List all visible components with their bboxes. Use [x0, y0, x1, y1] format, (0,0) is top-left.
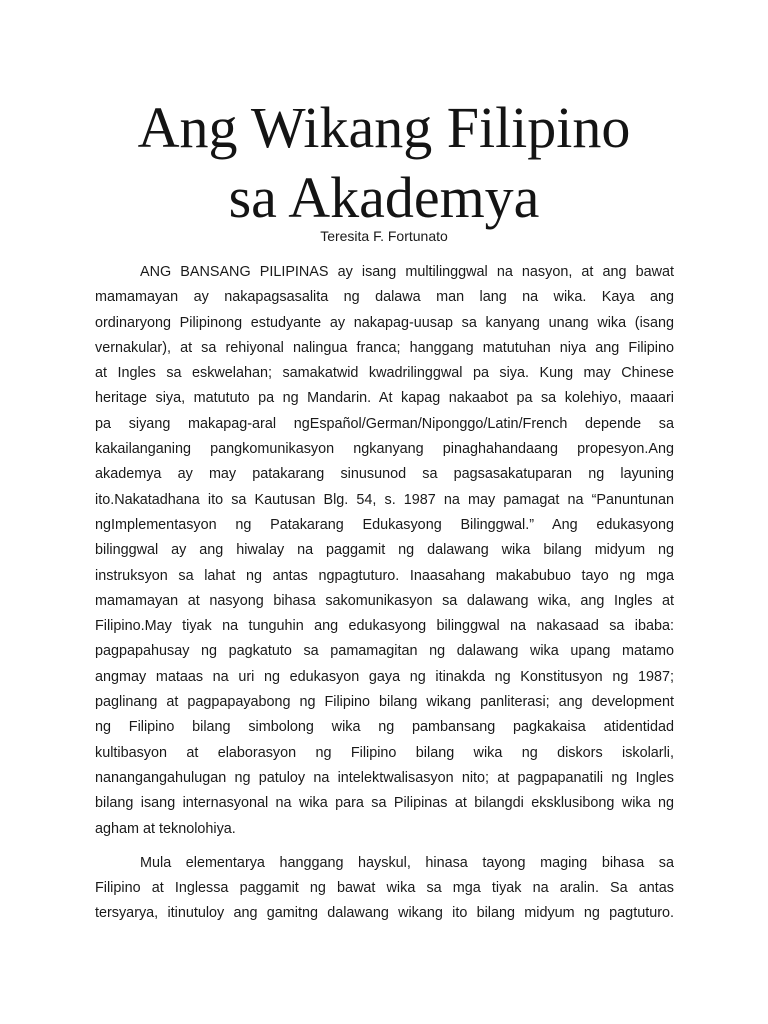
paragraph-line: Mula elementarya hanggang hayskul, hinasa tayong maging bihasa sa — [140, 854, 674, 871]
paragraph-line: heritage siya, matututo pa ng Mandarin. At kapag nakaabot pa sa kolehiyo, maaari — [95, 390, 674, 407]
paragraph-line: ordinaryong Pilipinong estudyante ay nakapag-uusap sa kanyang unang wika (isang — [95, 314, 674, 331]
paragraph — [95, 851, 674, 927]
paragraph-line: pa siyang makapag-aral ngEspañol/German/Niponggo/Latin/French depende sa — [95, 415, 674, 432]
paragraph-line: bilang isang internasyonal na wika para sa Pilipinas at bilangdi eksklusibong wika ng — [95, 795, 674, 812]
paragraph-line: tersyarya, itinutuloy ang gamitng dalawang wikang ito bilang midyum ng pagtuturo. — [95, 905, 674, 922]
paragraph-line: vernakular), at sa rehiyonal nalingua franca; hanggang matutuhan niya ang Filipino — [95, 339, 674, 356]
paragraph-line: Filipino at Inglessa paggamit ng bawat wika sa mga tiyak na aralin. Sa antas — [95, 880, 674, 897]
paragraph-line: pagpapahusay ng pagkatuto sa pamamagitan ng dalawang wika upang matamo — [95, 643, 674, 660]
document-title — [60, 93, 708, 233]
paragraph-line: Filipino.May tiyak na tunguhin ang edukasyong bilinggwal na nakasaad sa ibaba: — [95, 618, 674, 635]
paragraph-line: at Ingles sa eskwelahan; samakatwid kwadrilinggwal pa siya. Kung may Chinese — [95, 365, 674, 382]
paragraph-line: kakailanganing pangkomunikasyon ngkanyang pinaghahandaang propesyon.Ang — [95, 441, 674, 458]
paragraph-line: nanangangahulugan ng patuloy na intelektwalisasyon nito; at pagpapanatili ng Ingles — [95, 769, 674, 786]
paragraph — [95, 260, 674, 842]
paragraph-line: akademya ay may patakarang sinusunod sa pagsasakatuparan ng layuning — [95, 466, 674, 483]
title-line-2: sa Akademya — [228, 165, 540, 230]
author-name: Teresita F. Fortunato — [320, 228, 448, 244]
paragraph-line: ng Filipino bilang simbolong wika ng pambansang pagkakaisa atidentidad — [95, 719, 674, 736]
paragraph-line: kultibasyon at elaborasyon ng Filipino bilang wika ng diskors iskolarli, — [95, 744, 674, 761]
paragraph-line: paglinang at pagpapayabong ng Filipino bilang wikang panliterasi; ang development — [95, 694, 674, 711]
paragraph-line: ito.Nakatadhana ito sa Kautusan Blg. 54, s. 1987 na may pamagat na “Panuntunan — [95, 491, 674, 508]
title-line-1: Ang Wikang Filipino — [137, 95, 631, 160]
paragraph-line: instruksyon sa lahat ng antas ngpagtuturo. Inaasahang makabubuo tayo ng mga — [95, 567, 674, 584]
paragraph-line: agham at teknolohiya. — [95, 820, 236, 837]
paragraph-line: angmay mataas na uri ng edukasyon gaya ng itinakda ng Konstitusyon ng 1987; — [95, 668, 674, 685]
document-body — [95, 260, 674, 936]
paragraph-line: ngImplementasyon ng Patakarang Edukasyong Bilinggwal.” Ang edukasyong — [95, 516, 674, 533]
paragraph-line: mamamayan at nasyong bihasa sakomunikasyon sa dalawang wika, ang Ingles at — [95, 592, 674, 609]
paragraph-line: bilinggwal ay ang hiwalay na paggamit ng dalawang wika bilang midyum ng — [95, 542, 674, 559]
paragraph-line: mamamayan ay nakapagsasalita ng dalawa man lang na wika. Kaya ang — [95, 289, 674, 306]
paragraph-line: ANG BANSANG PILIPINAS ay isang multilinggwal na nasyon, at ang bawat — [140, 264, 674, 280]
